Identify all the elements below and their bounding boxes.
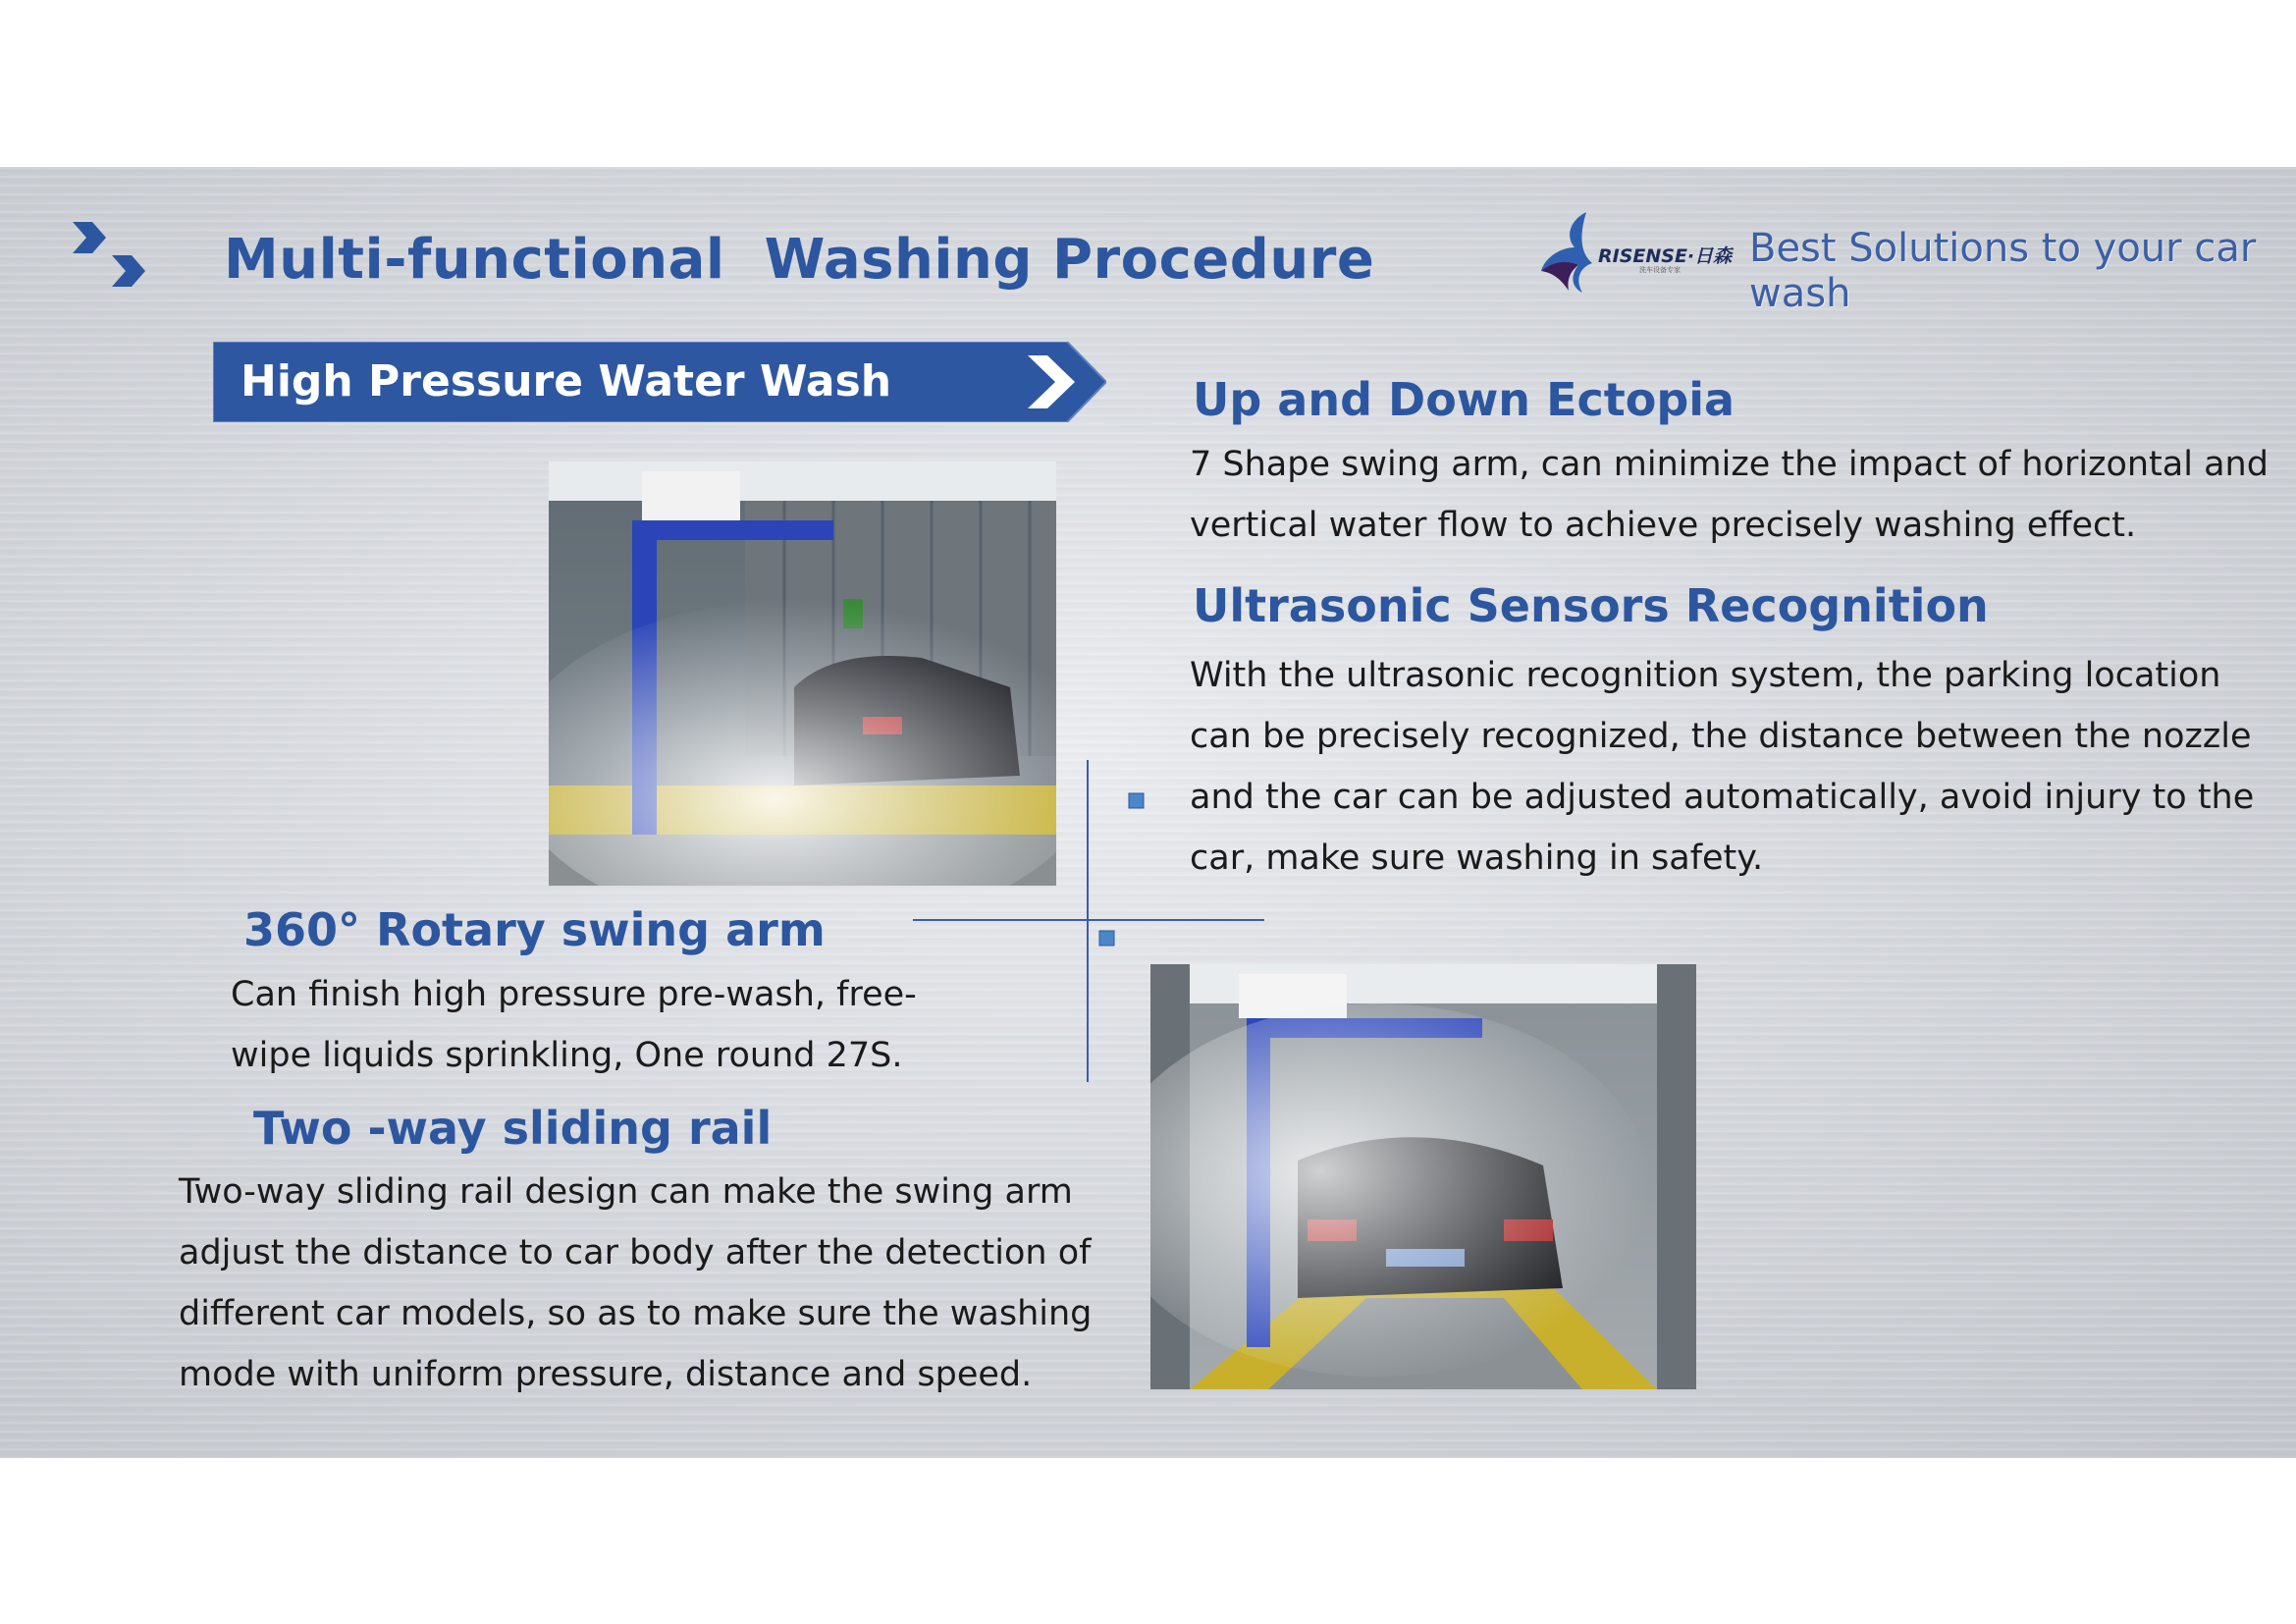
text-up-and-down-ectopia: 7 Shape swing arm, can minimize the impact of horizontal and vertical water flow to achieve precisely washing effect. bbox=[1190, 445, 2269, 545]
car-wash-photo-2 bbox=[1150, 964, 1696, 1389]
slide bbox=[0, 167, 2296, 1458]
heading-up-and-down-ectopia: Up and Down Ectopia bbox=[1193, 373, 1735, 426]
car-wash-photo-1 bbox=[549, 461, 1056, 886]
heading-ultrasonic-sensors: Ultrasonic Sensors Recognition bbox=[1193, 579, 1989, 632]
banner-label: High Pressure Water Wash bbox=[240, 356, 892, 406]
page-title: Multi-functional Washing Procedure bbox=[224, 228, 1375, 292]
text-rotary-swing-arm: Can finish high pressure pre-wash, free-wipe liquids sprinkling, One round 27S. bbox=[231, 975, 917, 1075]
text-two-way-sliding-rail: Two-way sliding rail design can make the swing arm adjust the distance to car body after the detection of different car models, so as to make sure the washing mode with uniform pressure, distance and speed. bbox=[179, 1172, 1093, 1394]
section-banner bbox=[213, 342, 1106, 422]
logo-wordmark: RISENSE·日森 bbox=[1598, 245, 1733, 267]
logo-subtext: 洗车设备专家 bbox=[1639, 266, 1681, 274]
double-chevron-icon bbox=[69, 216, 157, 295]
text-ultrasonic-sensors: With the ultrasonic recognition system, the parking location can be precisely recognized, the distance between the nozzle and the car can be adjusted automatically, avoid injury to the car, make sure washing in safety. bbox=[1190, 656, 2255, 878]
heading-rotary-swing-arm: 360° Rotary swing arm bbox=[243, 903, 826, 956]
heading-two-way-sliding-rail: Two -way sliding rail bbox=[253, 1102, 773, 1155]
risense-logo bbox=[1531, 206, 1733, 295]
tagline: Best Solutions to your car wash bbox=[1749, 226, 2257, 316]
